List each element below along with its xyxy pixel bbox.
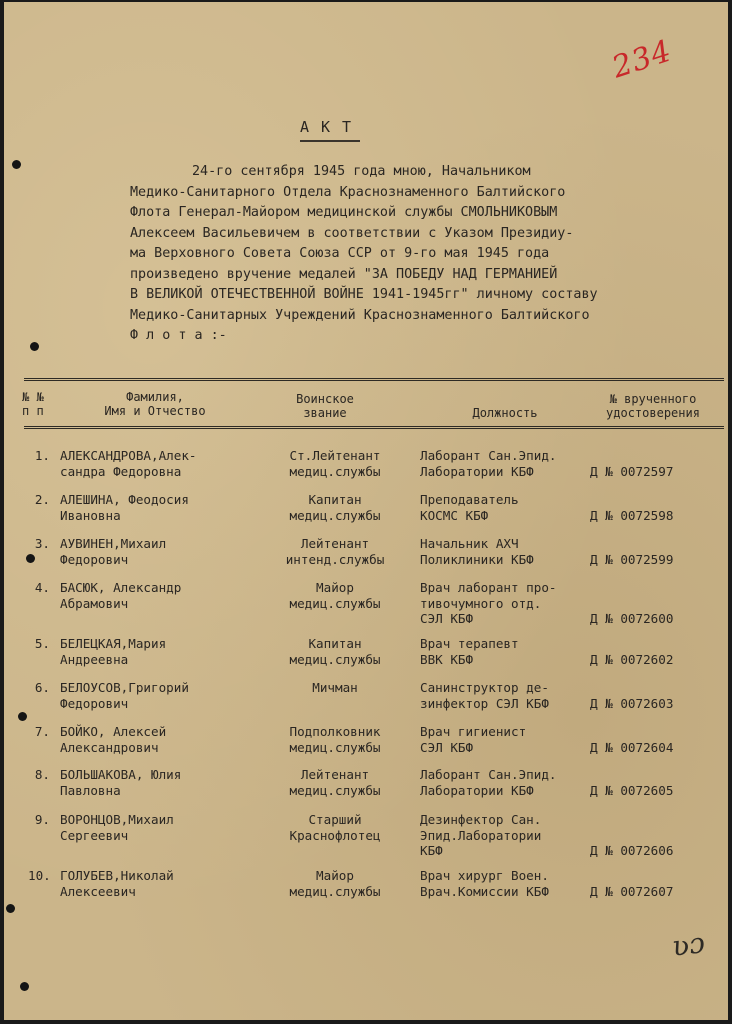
row-name: БЕЛОУСОВ,Григорий Федорович bbox=[60, 680, 189, 711]
intro-line: В ВЕЛИКОЙ ОТЕЧЕСТВЕННОЙ ВОЙНЕ 1941-1945гг" личному составу bbox=[130, 287, 598, 302]
intro-line: произведено вручение медалей "ЗА ПОБЕДУ НАД ГЕРМАНИЕЙ bbox=[130, 266, 558, 282]
row-number: 3. bbox=[34, 536, 50, 551]
intro-line: 24-го сентября 1945 года мною, Начальником bbox=[192, 164, 531, 179]
row-position: Начальник АХЧ Поликлиники КБФ bbox=[420, 536, 534, 567]
row-name: АЛЕШИНА, Феодосия Ивановна bbox=[60, 492, 189, 523]
row-name: БОЙКО, Алексей Александрович bbox=[60, 724, 167, 755]
row-position: Дезинфектор Сан. Эпид.Лаборатории КБФ bbox=[420, 812, 542, 858]
header-name: Фамилия, Имя и Отчество bbox=[104, 390, 206, 418]
row-cert-number: Д № 0072607 bbox=[590, 884, 674, 899]
row-position: Врач терапевт ВВК КБФ bbox=[420, 636, 519, 667]
table-row bbox=[0, 580, 732, 624]
intro-paragraph bbox=[130, 162, 670, 347]
row-number: 9. bbox=[34, 812, 50, 827]
row-rank: Капитан медиц.службы bbox=[289, 636, 381, 667]
row-number: 10. bbox=[28, 868, 51, 883]
header-rank: Воинское звание bbox=[296, 392, 354, 420]
row-cert-number: Д № 0072600 bbox=[590, 611, 674, 626]
table-row bbox=[0, 767, 732, 811]
row-number: 8. bbox=[34, 767, 50, 782]
title-underline bbox=[300, 140, 360, 142]
intro-line: Флота Генерал-Майором медицинской службы СМОЛЬНИКОВЫМ bbox=[130, 205, 558, 220]
intro-line: Медико-Санитарного Отдела Краснознаменного Балтийского bbox=[130, 184, 566, 200]
row-cert-number: Д № 0072597 bbox=[590, 464, 674, 479]
row-name: БОЛЬШАКОВА, Юлия Павловна bbox=[60, 767, 182, 798]
header-num: № № п п bbox=[22, 390, 44, 418]
binder-hole bbox=[30, 342, 39, 351]
row-rank: Подполковник медиц.службы bbox=[289, 724, 381, 755]
table-top-rule bbox=[24, 378, 724, 381]
table-row bbox=[0, 812, 732, 856]
row-name: ВОРОНЦОВ,Михаил Сергеевич bbox=[60, 812, 174, 843]
row-rank: Лейтенант медиц.службы bbox=[289, 767, 381, 798]
signature-mark: ʋɔ bbox=[669, 925, 707, 964]
row-name: АУВИНЕН,Михаил Федорович bbox=[60, 536, 167, 567]
page-number-stamp: 234 bbox=[608, 33, 677, 86]
binder-hole bbox=[20, 982, 29, 991]
row-position: Лаборант Сан.Эпид. Лаборатории КБФ bbox=[420, 448, 557, 479]
table-row bbox=[0, 536, 732, 580]
row-cert-number: Д № 0072606 bbox=[590, 843, 674, 858]
table-header-rule bbox=[24, 426, 724, 429]
row-rank: Майор медиц.службы bbox=[289, 868, 381, 899]
row-number: 6. bbox=[34, 680, 50, 695]
row-name: АЛЕКСАНДРОВА,Алек- сандра Федоровна bbox=[60, 448, 197, 479]
row-rank: Ст.Лейтенант медиц.службы bbox=[289, 448, 381, 479]
row-position: Санинструктор де- зинфектор СЭЛ КБФ bbox=[420, 680, 549, 711]
row-name: БАСЮК, Александр Абрамович bbox=[60, 580, 182, 611]
header-position: Должность bbox=[472, 406, 538, 420]
header-cert: № врученного удостоверения bbox=[606, 392, 700, 420]
row-cert-number: Д № 0072602 bbox=[590, 652, 674, 667]
table-row bbox=[0, 868, 732, 912]
intro-line: Алексеем Васильевичем в соответствии с Указом Президиу- bbox=[130, 225, 574, 241]
intro-line: Ф л о т а :- bbox=[130, 328, 227, 343]
document-title: АКТ bbox=[300, 118, 364, 136]
table-row bbox=[0, 448, 732, 492]
row-name: БЕЛЕЦКАЯ,Мария Андреевна bbox=[60, 636, 167, 667]
row-rank: Лейтенант интенд.службы bbox=[285, 536, 385, 567]
row-rank: Мичман bbox=[312, 680, 358, 695]
row-cert-number: Д № 0072604 bbox=[590, 740, 674, 755]
intro-line: Медико-Санитарных Учреждений Краснознаменного Балтийского bbox=[130, 307, 590, 323]
row-name: ГОЛУБЕВ,Николай Алексеевич bbox=[60, 868, 174, 899]
binder-hole bbox=[12, 160, 21, 169]
row-rank: Майор медиц.службы bbox=[289, 580, 381, 611]
row-position: Врач хирург Воен. Врач.Комиссии КБФ bbox=[420, 868, 549, 899]
row-position: Врач гигиенист СЭЛ КБФ bbox=[420, 724, 527, 755]
table-row bbox=[0, 636, 732, 680]
table-row bbox=[0, 724, 732, 768]
row-cert-number: Д № 0072605 bbox=[590, 783, 674, 798]
row-rank: Капитан медиц.службы bbox=[289, 492, 381, 523]
row-position: Врач лаборант про- тивочумного отд. СЭЛ КБФ bbox=[420, 580, 557, 626]
row-cert-number: Д № 0072603 bbox=[590, 696, 674, 711]
row-number: 5. bbox=[34, 636, 50, 651]
row-number: 2. bbox=[34, 492, 50, 507]
row-number: 1. bbox=[34, 448, 50, 463]
row-number: 4. bbox=[34, 580, 50, 595]
row-number: 7. bbox=[34, 724, 50, 739]
row-position: Преподаватель КОСМС КБФ bbox=[420, 492, 519, 523]
row-position: Лаборант Сан.Эпид. Лаборатории КБФ bbox=[420, 767, 557, 798]
row-cert-number: Д № 0072598 bbox=[590, 508, 674, 523]
table-row bbox=[0, 492, 732, 536]
table-row bbox=[0, 680, 732, 724]
row-cert-number: Д № 0072599 bbox=[590, 552, 674, 567]
row-rank: Старший Краснофлотец bbox=[289, 812, 381, 843]
intro-line: ма Верховного Совета Союза ССР от 9-го мая 1945 года bbox=[130, 246, 550, 261]
